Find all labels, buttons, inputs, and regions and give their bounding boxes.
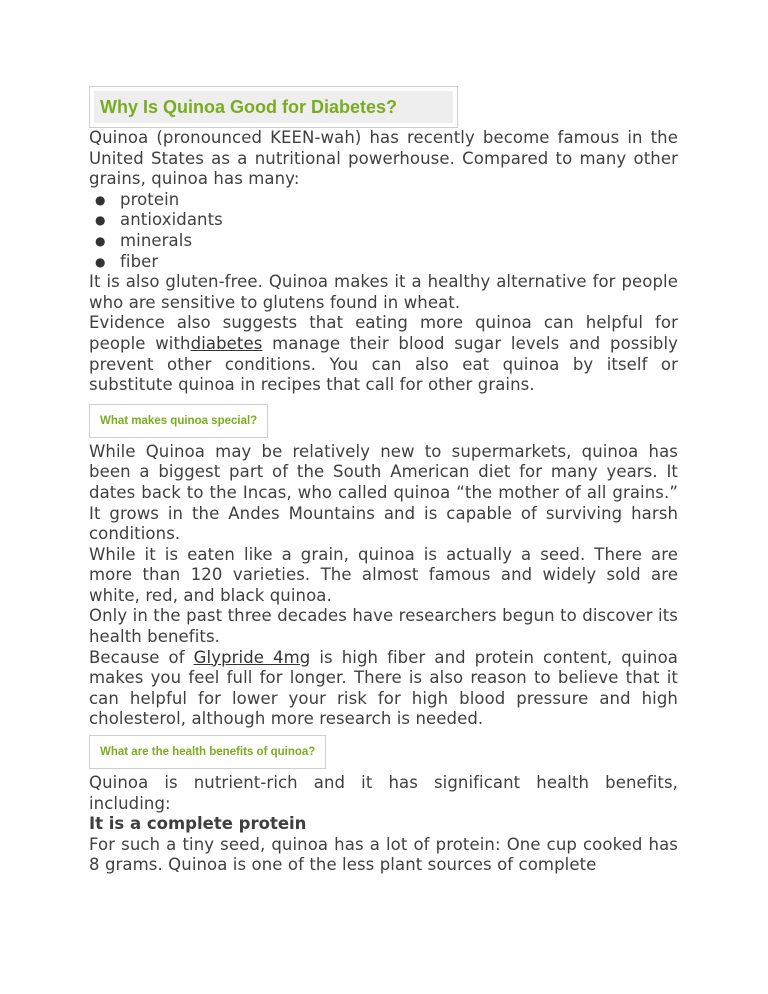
section-heading-benefits-box [89,735,326,769]
diabetes-link[interactable]: diabetes [190,333,263,353]
bullet-icon: ● [95,192,106,207]
section-heading-special-box [89,404,268,438]
special-paragraph-4: Because of Glypride 4mg is high fiber and protein content, quinoa makes you feel full for longer. There is also reason to believe that it can helpful for lower your risk for high blood pressure and high cholesterol, although more research is needed. [89,647,678,729]
benefits-paragraph: Quinoa is nutrient-rich and it has significant health benefits, including: [89,773,678,813]
page-title: Why Is Quinoa Good for Diabetes? [94,91,453,123]
document-page [89,86,678,876]
special-paragraph-3: Only in the past three decades have researchers begun to discover its health benefits. [89,606,678,647]
subheading-complete-protein: It is a complete protein [89,814,307,834]
protein-paragraph: For such a tiny seed, quinoa has a lot of protein: One cup cooked has 8 grams. Quinoa is one of the less plant sources of complete [89,834,678,875]
list-item: ● antioxidants [95,210,223,230]
section-heading-special: What makes quinoa special? [94,409,263,433]
gluten-paragraph: It is also gluten-free. Quinoa makes it a healthy alternative for people who are sensitive to glutens found in wheat. [89,272,678,312]
list-item: ● protein [95,189,180,209]
list-item: ● minerals [95,230,193,250]
special-paragraph-2: While it is eaten like a grain, quinoa is actually a seed. There are more than 120 varieties. The almost famous and widely sold are white, red, and black quinoa. [89,544,678,605]
evidence-paragraph: Evidence also suggests that eating more quinoa can helpful for people withdiabetes manage their blood sugar levels and possibly prevent other conditions. You can also eat quinoa by itself or substitute quinoa in recipes that call for other grains. [89,313,678,395]
glypride-link[interactable]: Glypride 4mg [193,647,311,667]
nutrient-list [89,190,678,272]
intro-paragraph: Quinoa (pronounced KEEN-wah) has recently become famous in the United States as a nutritional powerhouse. Compared to many other grains, quinoa has many: [89,128,678,189]
list-item: ● fiber [95,251,159,271]
title-box [89,86,458,128]
bullet-icon: ● [95,254,106,269]
bullet-icon: ● [95,233,106,248]
special-paragraph-1: While Quinoa may be relatively new to supermarkets, quinoa has been a biggest part of the South American diet for many years. It dates back to the Incas, who called quinoa “the mother of all grains.” It grows in the Andes Mountains and is capable of surviving harsh conditions. [89,441,678,544]
section-heading-benefits: What are the health benefits of quinoa? [94,740,321,764]
bullet-icon: ● [95,213,106,228]
